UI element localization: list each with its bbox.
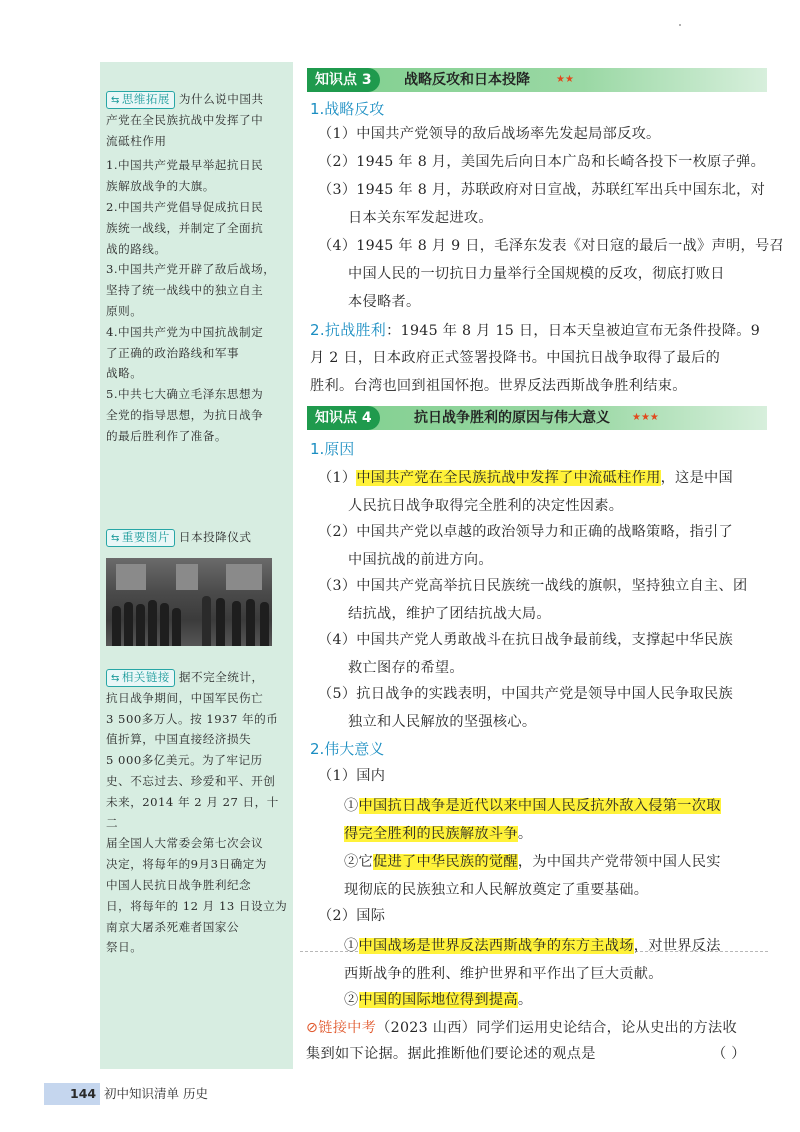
kp4-highlight: 得完全胜利的民族解放斗争 [344, 826, 518, 842]
thinking-answer-line: 族统一战线，并制定了全面抗 [106, 220, 264, 235]
kp4-mark: ① [344, 798, 359, 814]
kp4-reason-suffix: ，这是中国 [660, 470, 734, 486]
kp4-reason: 独立和人民解放的坚强核心。 [348, 714, 537, 730]
related-line: 届全国人大常委会第七次会议 [106, 836, 264, 851]
kp3-stars: ★★ [556, 74, 574, 85]
chain-link-icon: ⊘ [306, 1020, 319, 1036]
kp4-suffix: ，为中国共产党带领中国人民实 [517, 854, 721, 870]
kp4-suffix: ，对世界反法 [633, 938, 721, 954]
thinking-question-line: 产党在全民族抗战中发挥了中 [106, 112, 264, 127]
kp4-domestic-2-cont: 现彻底的民族独立和人民解放奠定了重要基础。 [344, 882, 649, 898]
picture-tag [106, 529, 175, 547]
kp4-reason: 结抗战，维护了团结抗战大局。 [348, 606, 551, 622]
exam-text: 集到如下论据。据此推断他们要论述的观点是 [306, 1046, 596, 1062]
related-tag [106, 669, 175, 687]
related-line: 据不完全统计， [178, 670, 264, 684]
picture-tag-label: 重要图片 [121, 530, 170, 544]
exam-tag [306, 1020, 376, 1036]
kp4-domestic-2 [344, 848, 721, 876]
related-line: 5 000多亿美元。为了牢记历 [106, 753, 263, 768]
kp3-sec2-text: ：1945 年 8 月 15 日，日本天皇被迫宣布无条件投降。9 [386, 323, 761, 339]
related-line: 史、不忘过去、珍爱和平、开创 [106, 773, 276, 788]
thinking-answer-line: 族解放战争的大旗。 [106, 179, 215, 194]
related-line: 祭日。 [106, 940, 143, 955]
kp4-highlight: 促进了中华民族的觉醒 [372, 854, 518, 870]
thinking-answer-line: 的最后胜利作了准备。 [106, 428, 227, 443]
kp4-punct: 。 [517, 992, 533, 1008]
exam-line [306, 1014, 737, 1042]
kp4-reason [318, 464, 733, 492]
kp4-badge: 知识点 4 [307, 406, 380, 430]
kp3-title: 战略反攻和日本投降 [404, 72, 530, 88]
kp4-highlight: 中国战场是世界反法西斯战争的东方主战场 [358, 938, 634, 954]
kp4-domestic-1 [344, 792, 721, 820]
kp4-punct: 。 [517, 826, 533, 842]
thinking-answer-line: 战的路线。 [106, 241, 167, 256]
thinking-answer-line: 战略。 [106, 366, 143, 381]
link-icon: ⇆ [111, 673, 120, 684]
kp4-reason: （3）中国共产党高举抗日民族统一战线的旗帜，坚持独立自主、团 [318, 578, 748, 594]
thinking-answer-line: 了正确的政治路线和军事 [106, 345, 240, 360]
thinking-section [106, 89, 290, 447]
kp3-sec2-text: 胜利。台湾也回到祖国怀抱。世界反法西斯战争胜利结束。 [310, 378, 687, 394]
kp3-item: （4）1945 年 8 月 9 日，毛泽东发表《对日寇的最后一战》声明，号召 [318, 238, 785, 254]
kp3-item: （3）1945 年 8 月，苏联政府对日宣战，苏联红军出兵中国东北，对 [318, 182, 766, 198]
kp4-mark: ① [344, 938, 359, 954]
kp4-international-1 [344, 932, 721, 960]
kp3-sec2-heading: 2.抗战胜利 [310, 321, 387, 339]
thinking-answer-line: 全党的指导思想，为抗日战争 [106, 407, 264, 422]
kp4-reason: （5）抗日战争的实践表明，中国共产党是领导中国人民争取民族 [318, 686, 733, 702]
kp4-reason-highlight: 中国共产党在全民族抗战中发挥了中流砥柱作用 [356, 470, 661, 486]
kp4-international-1-cont: 西斯战争的胜利、维护世界和平作出了巨大贡献。 [344, 966, 663, 982]
kp3-item: 日本关东军发起进攻。 [348, 210, 493, 226]
book-title: 初中知识清单 历史 [104, 1086, 208, 1101]
picture-caption: 日本投降仪式 [178, 530, 252, 544]
related-line: 值折算，中国直接经济损失 [106, 732, 252, 747]
exam-text: （2023 山西）同学们运用史论结合，论从史出的方法收 [376, 1020, 737, 1036]
thinking-answer-line: 1.中国共产党最早举起抗日民 [106, 158, 264, 173]
thinking-tag [106, 91, 175, 109]
answer-blank[interactable]: （ ） [712, 1046, 746, 1062]
link-icon: ⇆ [111, 533, 120, 544]
thinking-answer-line: 4.中国共产党为中国抗战制定 [106, 324, 264, 339]
kp4-sec1-heading: 1.原因 [310, 440, 355, 458]
kp4-stars: ★★★ [632, 412, 659, 423]
kp4-international-label: （2）国际 [318, 908, 386, 924]
thinking-question-line: 为什么说中国共 [178, 92, 264, 106]
picture-section [106, 527, 290, 548]
related-section [106, 667, 290, 958]
link-icon: ⇆ [111, 95, 120, 106]
thinking-answer-line: 原则。 [106, 303, 143, 318]
kp4-mark: ②它 [344, 854, 373, 870]
kp3-sec2-text: 月 2 日，日本政府正式签署投降书。中国抗日战争取得了最后的 [310, 350, 721, 366]
thinking-question [106, 89, 290, 110]
related-line: 抗日战争期间，中国军民伤亡 [106, 690, 264, 705]
kp4-mark: ② [344, 992, 359, 1008]
thinking-answer-line: 2.中国共产党倡导促成抗日民 [106, 199, 264, 214]
kp3-sec1-heading: 1.战略反攻 [310, 100, 385, 118]
related-line: 3 500多万人。按 1937 年的币 [106, 711, 279, 726]
surrender-ceremony-photo [106, 558, 272, 646]
related-tag-label: 相关链接 [121, 670, 170, 684]
kp3-item: （2）1945 年 8 月，美国先后向日本广岛和长崎各投下一枚原子弹。 [318, 154, 766, 170]
kp4-reason: （4）中国共产党人勇敢战斗在抗日战争最前线，支撑起中华民族 [318, 632, 733, 648]
thinking-question-line: 流砥柱作用 [106, 133, 167, 148]
kp4-highlight: 中国的国际地位得到提高 [358, 992, 518, 1008]
related-first-line [106, 667, 290, 688]
related-line: 未来，2014 年 2 月 27 日，十二 [106, 794, 279, 830]
related-line: 南京大屠杀死难者国家公 [106, 919, 240, 934]
kp3-item: （1）中国共产党领导的敌后战场率先发起局部反攻。 [318, 126, 661, 142]
related-line: 决定，将每年的9月3日确定为 [106, 857, 267, 872]
thinking-answer-line: 坚持了统一战线中的独立自主 [106, 283, 264, 298]
speck [679, 24, 681, 26]
kp4-highlight: 中国抗日战争是近代以来中国人民反抗外敌入侵第一次取 [358, 798, 721, 814]
kp4-reason: 中国抗战的前进方向。 [348, 552, 493, 568]
kp4-reason: （2）中国共产党以卓越的政治领导力和正确的战略策略，指引了 [318, 524, 733, 540]
thinking-answer-line: 5.中共七大确立毛泽东思想为 [106, 387, 264, 402]
kp4-sec2-heading: 2.伟大意义 [310, 740, 385, 758]
exam-tag-label: 链接中考 [318, 1020, 377, 1036]
kp4-reason: 人民抗日战争取得完全胜利的决定性因素。 [348, 498, 624, 514]
kp3-badge: 知识点 3 [307, 68, 380, 92]
thinking-answer-line: 3.中国共产党开辟了敌后战场， [106, 262, 276, 277]
kp4-reason: 救亡图存的希望。 [348, 660, 464, 676]
kp3-sec2-line [310, 316, 760, 345]
kp3-item: 中国人民的一切抗日力量举行全国规模的反攻，彻底打败日 [348, 266, 725, 282]
kp4-reason-prefix: （1） [318, 470, 357, 486]
kp4-domestic-1-cont [344, 820, 532, 848]
related-line: 日，将每年的 12 月 13 日设立为 [106, 898, 288, 913]
kp4-title: 抗日战争胜利的原因与伟大意义 [414, 410, 610, 426]
related-line: 中国人民抗日战争胜利纪念 [106, 877, 252, 892]
kp4-international-2 [344, 986, 532, 1014]
kp3-item: 本侵略者。 [348, 294, 421, 310]
page-number: 144 [70, 1086, 97, 1101]
kp4-domestic-label: （1）国内 [318, 768, 386, 784]
thinking-tag-label: 思维拓展 [121, 92, 170, 106]
